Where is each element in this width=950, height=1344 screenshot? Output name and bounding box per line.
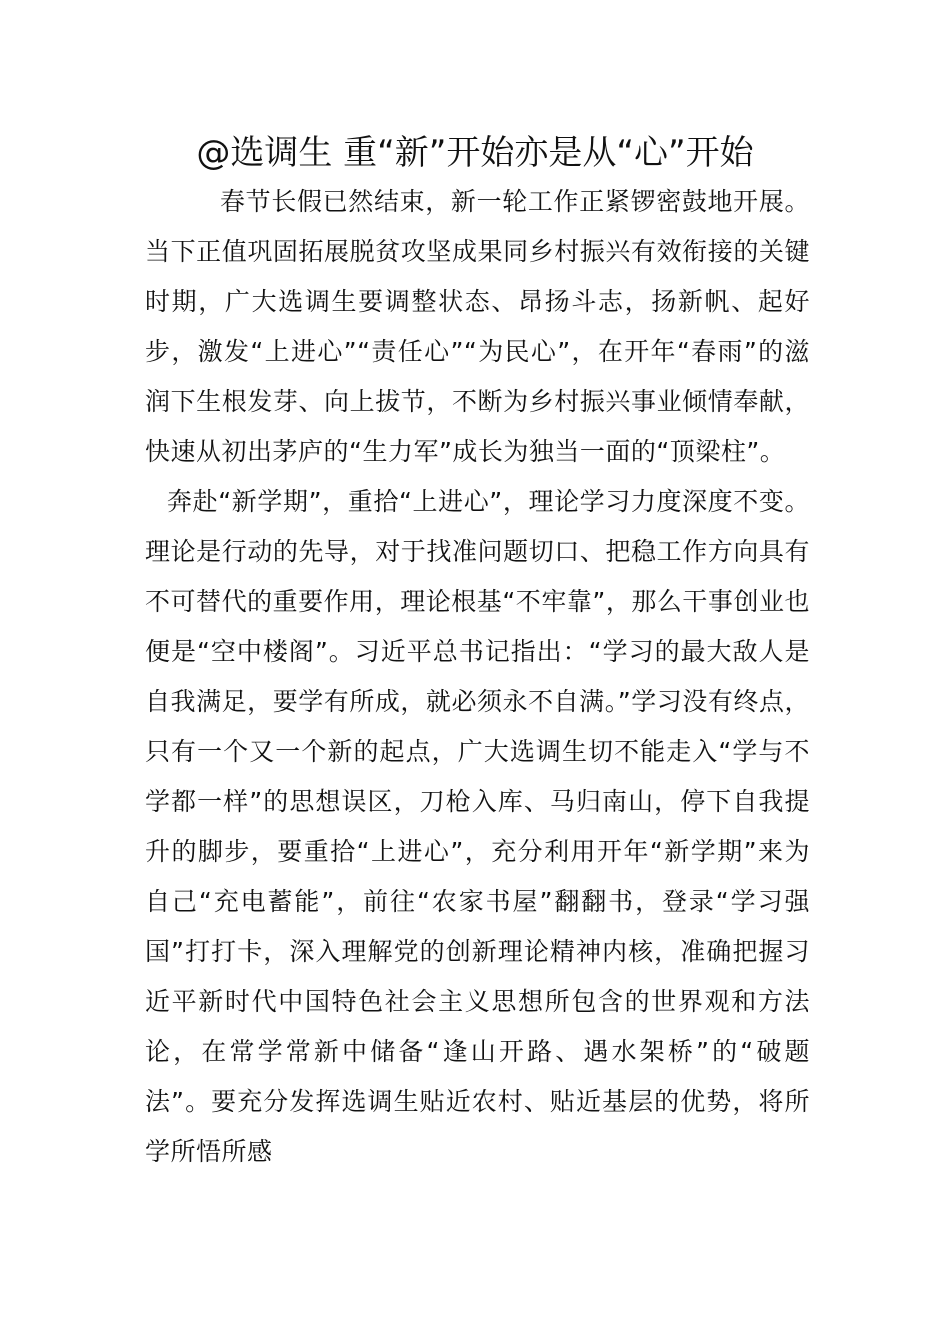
- document-body: [145, 177, 810, 1177]
- document-title: @选调生 重“新”开始亦是从“心”开始: [196, 133, 754, 173]
- paragraph-study: 奔赴“新学期”，重拾“上进心”，理论学习力度深度不变。理论是行动的先导，对于找准问题切口、把稳工作方向具有不可替代的重要作用，理论根基“不牢靠”，那么干事创业也便是“空中楼阁”。习近平总书记指出：“学习的最大敌人是自我满足，要学有所成，就必须永不自满。”学习没有终点，只有一个又一个新的起点，广大选调生切不能走入“学与不学都一样”的思想误区，刀枪入库、马归南山，停下自我提升的脚步，要重拾“上进心”，充分利用开年“新学期”来为自己“充电蓄能”，前往“农家书屋”翻翻书，登录“学习强国”打打卡，深入理解党的创新理论精神内核，准确把握习近平新时代中国特色社会主义思想所包含的世界观和方法论，在常学常新中储备“逢山开路、遇水架桥”的“破题法”。要充分发挥选调生贴近农村、贴近基层的优势，将所学所悟所感: [145, 487, 810, 1166]
- paragraph-intro: 春节长假已然结束，新一轮工作正紧锣密鼓地开展。当下正值巩固拓展脱贫攻坚成果同乡村振兴有效衔接的关键时期，广大选调生要调整状态、昂扬斗志，扬新帆、起好步，激发“上进心”“责任心”“为民心”，在开年“春雨”的滋润下生根发芽、向上拔节，不断为乡村振兴事业倾情奉献，快速从初出茅庐的“生力军”成长为独当一面的“顶梁柱”。: [145, 187, 810, 466]
